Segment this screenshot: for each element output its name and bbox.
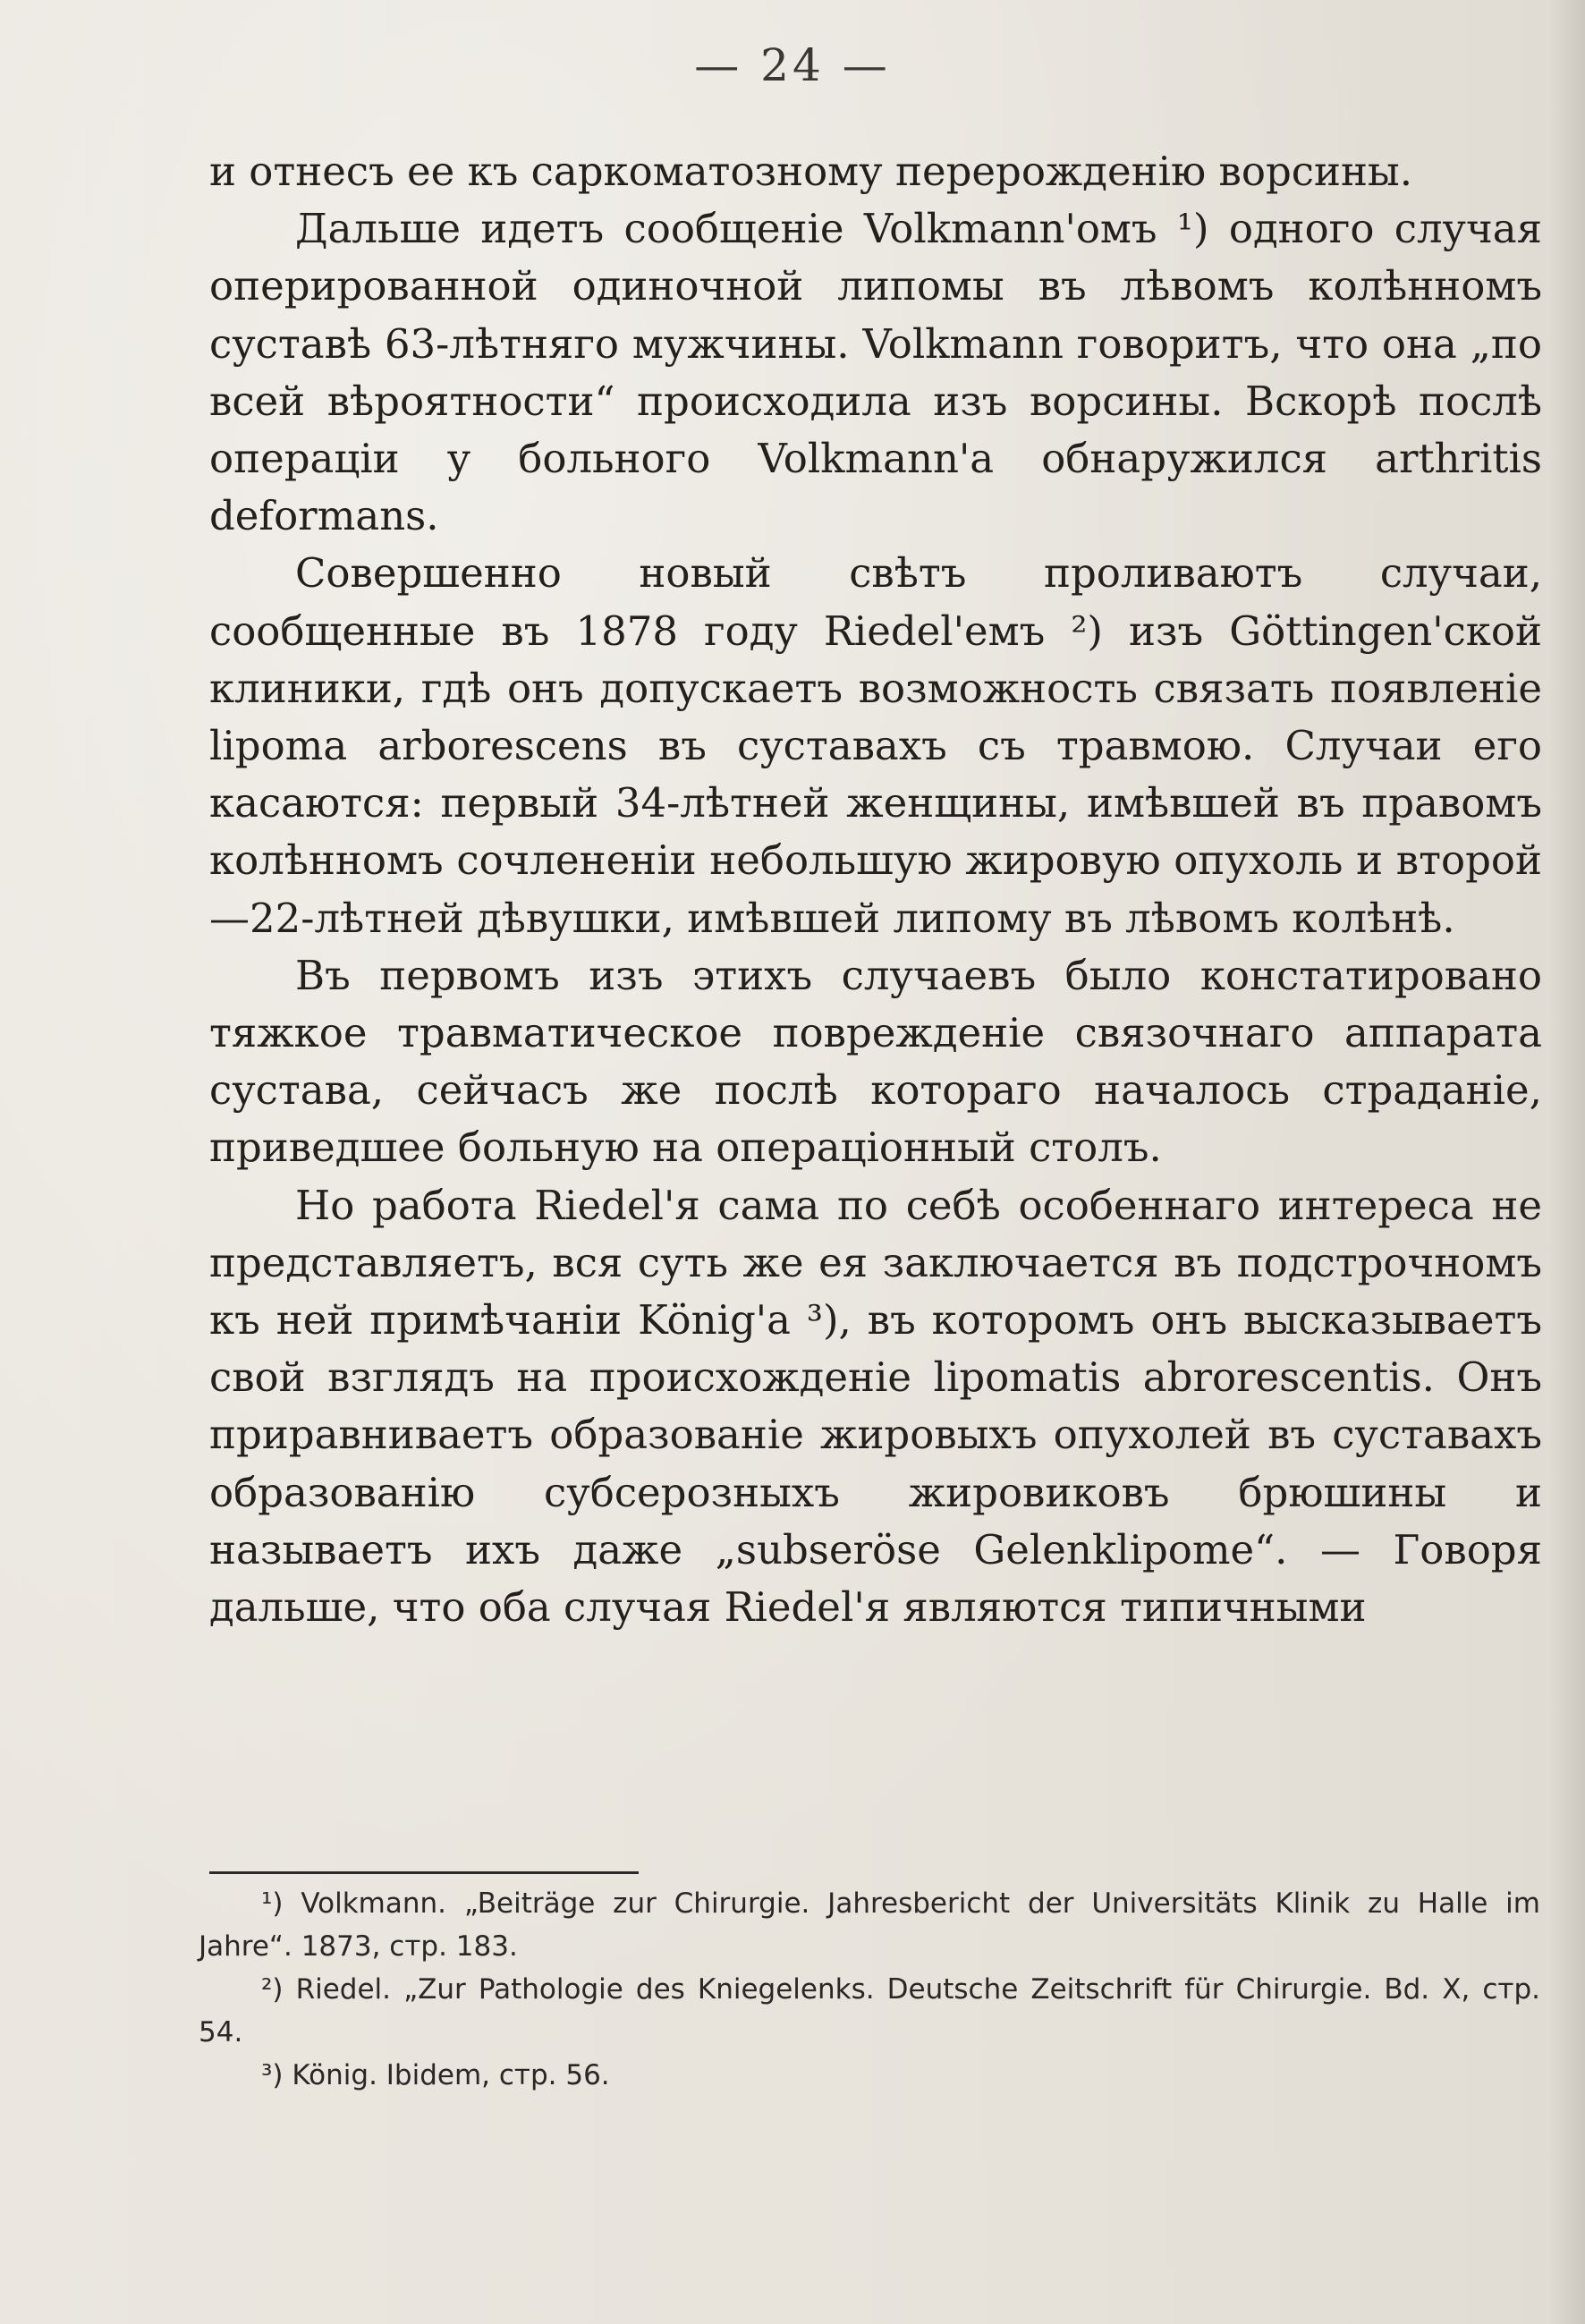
footnote-3: ³) König. Ibidem, стр. 56. — [261, 2059, 610, 2091]
footnote-1: ¹) Volkmann. „Beiträge zur Chirurgie. Jahresbericht der Universitäts Klinik zu Halle im Jahre“. 1873, стр. 183. — [199, 1887, 1540, 1963]
body-text — [209, 143, 1542, 1636]
paragraph-volkmann: Дальше идетъ сообщеніе Volkmann'омъ ¹) одного случая оперированной одиночной липомы въ лѣвомъ колѣнномъ суставѣ 63-лѣтняго мужчины. Volkmann говоритъ, что она „по всей вѣроятности“ происходила изъ ворсины. Вскорѣ послѣ операціи у больного Volkmann'а обнаружился arthritis deformans. — [209, 205, 1542, 540]
page-edge-shadow — [1547, 0, 1585, 2324]
paragraph-riedel: Совершенно новый свѣтъ проливаютъ случаи, сообщенные въ 1878 году Riedel'емъ ²) изъ Göttingen'ской клиники, гдѣ онъ допускаетъ возможность связать появленіе lipoma arborescens въ суставахъ съ травмою. Случаи его касаются: первый 34-лѣтней женщины, имѣвшей въ правомъ колѣнномъ сочлененіи небольшую жировую опухоль и второй—22-лѣтней дѣвушки, имѣвшей липому въ лѣвомъ колѣнѣ. — [209, 549, 1542, 942]
page-number: — 24 — — [694, 39, 891, 91]
paragraph-konig: Но работа Riedel'я сама по себѣ особеннаго интереса не представляетъ, вся суть же ея заключается въ подстрочномъ къ ней примѣчаніи König'а ³), въ которомъ онъ высказываетъ свой взглядъ на происхожденіе lipomatis abrorescentis. Онъ приравниваетъ образованіе жировыхъ опухолей въ суставахъ образованію субсерозныхъ жировиковъ брюшины и называетъ ихъ даже „subseröse Gelenklipome“. — Говоря дальше, что оба случая Riedel'я являются типичными — [209, 1181, 1542, 1632]
footnotes — [199, 1882, 1540, 2097]
footnote-divider — [209, 1871, 639, 1874]
paragraph-first-case: Въ первомъ изъ этихъ случаевъ было констатировано тяжкое травматическое поврежденіе связочнаго аппарата сустава, сейчасъ же послѣ котораго началось страданіе, приведшее больную на операціонный столъ. — [209, 951, 1542, 1172]
footnote-2: ²) Riedel. „Zur Pathologie des Kniegelenks. Deutsche Zeitschrift für Chirurgie. Bd. X, стр. 54. — [199, 1973, 1540, 2048]
paragraph-continued: и отнесъ ее къ саркоматозному перерожденію ворсины. — [209, 148, 1413, 195]
